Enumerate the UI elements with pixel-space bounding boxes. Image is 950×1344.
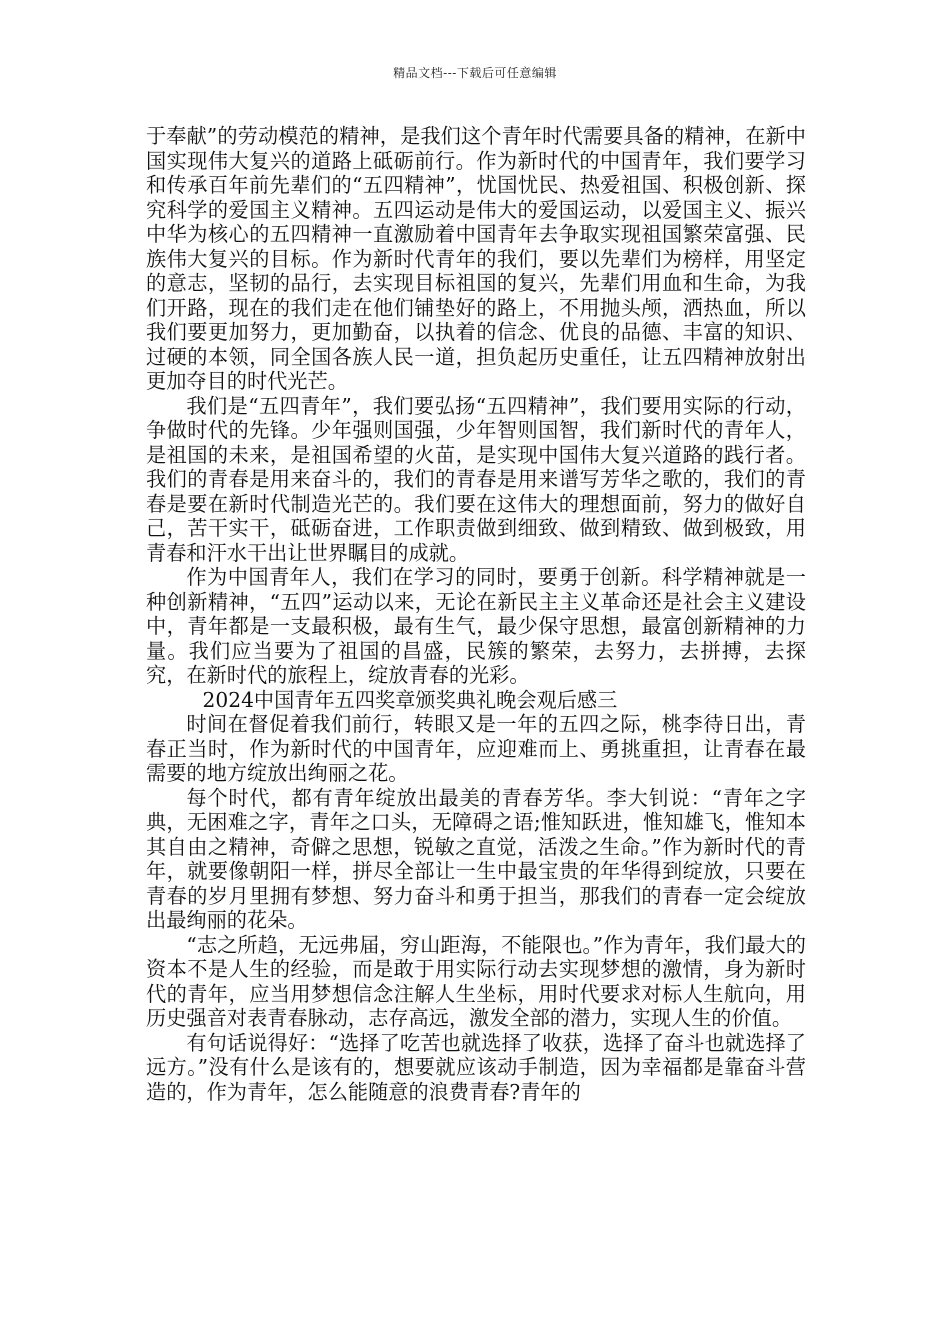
paragraph: “志之所趋，无远弗届，穷山距海，不能限也。”作为青年，我们最大的资本不是人生的经验，而是敢于用实际行动去实现梦想的激情，身为新时代的青年，应当用梦想信念注解人生坐标，用时代要求对标人生航向，用历史强音对表青春脉动，志存高远，激发全部的潜力，实现人生的价值。 bbox=[146, 932, 806, 1030]
paragraph: 我们是“五四青年”，我们要弘扬“五四精神”，我们要用实际的行动，争做时代的先锋。少年强则国强，少年智则国智，我们新时代的青年人，是祖国的未来，是祖国希望的火苗，是实现中国伟大复兴道路的践行者。我们的青春是用来奋斗的，我们的青春是用来谱写芳华之歌的，我们的青春是要在新时代制造光芒的。我们要在这伟大的理想面前，努力的做好自己，苦干实干，砥砺奋进，工作职责做到细致、做到精致、做到极致，用青春和汗水干出让世界瞩目的成就。 bbox=[146, 393, 806, 565]
paragraph: 于奉献”的劳动模范的精神，是我们这个青年时代需要具备的精神，在新中国实现伟大复兴的道路上砥砺前行。作为新时代的中国青年，我们要学习和传承百年前先辈们的“五四精神”，忧国忧民、热爱祖国、积极创新、探究科学的爱国主义精神。五四运动是伟大的爱国运动，以爱国主义、振兴中华为核心的五四精神一直激励着中国青年去争取实现祖国繁荣富强、民族伟大复兴的目标。作为新时代青年的我们，要以先辈们为榜样，用坚定的意志，坚韧的品行，去实现目标祖国的复兴，先辈们用血和生命，为我们开路，现在的我们走在他们铺垫好的路上，不用抛头颅，洒热血，所以我们要更加努力，更加勤奋，以执着的信念、优良的品德、丰富的知识、过硬的本领，同全国各族人民一道，担负起历史重任，让五四精神放射出更加夺目的时代光芒。 bbox=[146, 124, 806, 393]
paragraph: 时间在督促着我们前行，转眼又是一年的五四之际，桃李待日出，青春正当时，作为新时代的中国青年，应迎难而上、勇挑重担，让青春在最需要的地方绽放出绚丽之花。 bbox=[146, 712, 806, 785]
page-header: 精品文档---下载后可任意编辑 bbox=[393, 66, 557, 80]
paragraph: 有句话说得好：“选择了吃苦也就选择了收获，选择了奋斗也就选择了远方。”没有什么是该有的，想要就应该动手制造，因为幸福都是靠奋斗营造的，作为青年，怎么能随意的浪费青春?青年的 bbox=[146, 1030, 806, 1104]
paragraph: 每个时代，都有青年绽放出最美的青春芳华。李大钊说：“青年之字典，无困难之字，青年之口头，无障碍之语;惟知跃进，惟知雄飞，惟知本其自由之精神，奇僻之思想，锐敏之直觉，活泼之生命。”作为新时代的青年，就要像朝阳一样，拼尽全部让一生中最宝贵的年华得到绽放，只要在青春的岁月里拥有梦想、努力奋斗和勇于担当，那我们的青春一定会绽放出最绚丽的花朵。 bbox=[146, 785, 806, 932]
document-body bbox=[146, 124, 806, 1104]
section-title: 2024中国青年五四奖章颁奖典礼晚会观后感三 bbox=[202, 687, 618, 712]
paragraph: 作为中国青年人，我们在学习的同时，要勇于创新。科学精神就是一种创新精神，“五四”运动以来，无论在新民主主义革命还是社会主义建设中，青年都是一支最积极，最有生气，最少保守思想，最富创新精神的力量。我们应当要为了祖国的昌盛，民簇的繁荣，去努力，去拼搏，去探究，在新时代的旅程上，绽放青春的光彩。 bbox=[146, 565, 806, 687]
